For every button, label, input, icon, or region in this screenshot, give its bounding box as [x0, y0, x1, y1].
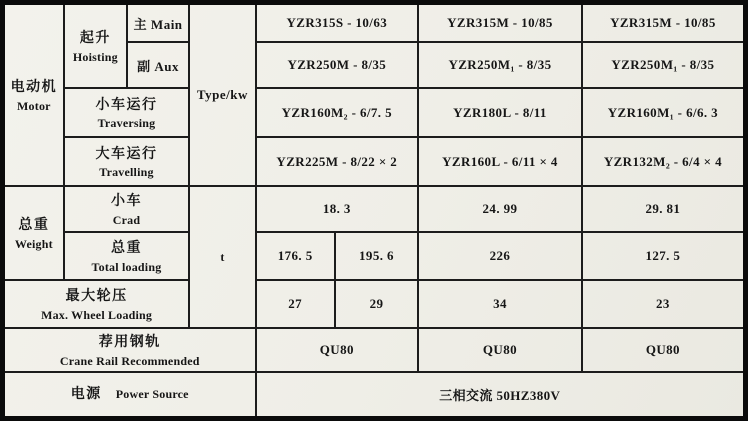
cell-total-loading-col2 [418, 232, 582, 280]
cell-crab-weight-col3 [582, 186, 746, 232]
cell-max-wheel-col3 [582, 280, 746, 328]
max-wheel-value-3: 23 [655, 296, 670, 312]
cell-total-loading-col3 [582, 232, 746, 280]
rail-value-2: QU80 [482, 342, 518, 358]
main-hoist-label: 主 Main [133, 16, 183, 32]
traversing-header [64, 88, 190, 137]
main-hoist-header [127, 3, 189, 43]
crab-label-zh: 小车 [110, 194, 142, 210]
cell-hoist-main-col3 [582, 3, 746, 43]
cell-max-wheel-col2 [418, 280, 582, 328]
rail-value-1: QU80 [319, 342, 354, 358]
crab-weight-value-1: 18. 3 [322, 201, 351, 217]
traversing-value-2: YZR180L - 8/11 [453, 104, 547, 120]
travelling-value-2: YZR160L - 6/11 × 4 [442, 153, 558, 169]
hoist-main-value-3: YZR315M - 10/85 [610, 15, 716, 31]
row-total-loading [3, 232, 746, 280]
cell-hoist-aux-col1 [256, 42, 419, 88]
rail-label-en: Crane Rail Recommended [59, 353, 200, 368]
row-hoist-main [3, 3, 746, 43]
crab-weight-value-3: 29. 81 [645, 201, 681, 217]
cell-hoist-main-col1 [256, 3, 419, 43]
max-wheel-label-en: Max. Wheel Loading [41, 307, 153, 322]
hoisting-label-zh: 起升 [79, 30, 111, 46]
total-loading-value-3: 127. 5 [645, 248, 681, 264]
cell-rail-col2 [418, 328, 582, 372]
total-loading-label-en: Total loading [91, 259, 162, 274]
power-label-zh: 电源 [70, 386, 102, 402]
unit-tonnes-cell [189, 186, 255, 328]
power-value: 三相交流 50HZ380V [439, 388, 561, 404]
rail-header [3, 328, 256, 372]
aux-hoist-header [127, 42, 189, 88]
hoisting-header [64, 3, 127, 89]
total-loading-header [64, 232, 190, 280]
rail-label-zh: 荐用钢轨 [98, 335, 161, 351]
hoist-main-value-2: YZR315M - 10/85 [447, 15, 553, 31]
hoist-aux-value-1: YZR250M - 8/35 [287, 57, 387, 73]
cell-total-loading-col1b [335, 232, 418, 280]
cell-rail-col3 [582, 328, 746, 372]
weight-section-header [3, 186, 64, 280]
weight-label-en: Weight [14, 236, 53, 251]
motor-section-header [3, 3, 64, 187]
cell-travelling-col3 [582, 137, 746, 186]
row-traversing [3, 88, 746, 137]
row-rail [3, 328, 746, 372]
cell-power-value [256, 372, 746, 418]
power-label-en: Power Source [115, 386, 189, 401]
aux-hoist-label: 副 Aux [137, 58, 180, 74]
type-kw-header [189, 3, 255, 187]
travelling-label-en: Travelling [99, 165, 154, 180]
max-wheel-value-1b: 29 [369, 296, 384, 312]
travelling-header [64, 137, 190, 186]
cell-crab-weight-col1 [256, 186, 419, 232]
cell-hoist-main-col2 [418, 3, 582, 43]
max-wheel-value-2: 34 [493, 296, 507, 312]
crab-weight-value-2: 24. 99 [482, 201, 518, 217]
row-travelling [3, 137, 746, 186]
hoist-main-value-1: YZR315S - 10/63 [286, 15, 388, 31]
cell-hoist-aux-col3 [582, 42, 746, 88]
total-loading-label-zh: 总重 [110, 241, 142, 257]
max-wheel-header [3, 280, 190, 328]
cell-traversing-col2 [418, 88, 582, 137]
rail-value-3: QU80 [645, 342, 680, 358]
traversing-label-en: Traversing [97, 116, 156, 131]
type-kw-label: Type/kw [196, 87, 248, 103]
crab-header [64, 186, 190, 232]
row-crab-weight [3, 186, 746, 232]
motor-label-en: Motor [17, 98, 51, 113]
cell-travelling-col1 [256, 137, 419, 186]
cell-hoist-aux-col2 [418, 42, 582, 88]
travelling-value-3: YZR132M₂ - 6/4 × 4 [603, 153, 722, 169]
cell-traversing-col1 [256, 88, 419, 137]
cell-max-wheel-col1b [335, 280, 418, 328]
max-wheel-value-1a: 27 [288, 296, 303, 312]
hoist-aux-value-2: YZR250M₁ - 8/35 [448, 57, 552, 73]
total-loading-value-1a: 176. 5 [277, 248, 313, 264]
row-max-wheel [3, 280, 746, 328]
cell-crab-weight-col2 [418, 186, 582, 232]
hoisting-label-en: Hoisting [72, 49, 118, 64]
crab-label-en: Crad [112, 212, 141, 227]
cell-max-wheel-col1a [256, 280, 335, 328]
motor-label-zh: 电动机 [10, 79, 58, 95]
cell-total-loading-col1a [256, 232, 335, 280]
traversing-label-zh: 小车运行 [95, 97, 158, 113]
total-loading-value-1b: 195. 6 [359, 248, 394, 264]
cell-travelling-col2 [418, 137, 582, 186]
cell-traversing-col3 [582, 88, 746, 137]
unit-tonnes-label: t [220, 249, 225, 264]
hoist-aux-value-3: YZR250M₁ - 8/35 [611, 57, 715, 73]
cell-rail-col1 [256, 328, 419, 372]
traversing-value-1: YZR160M₂ - 6/7. 5 [281, 104, 392, 120]
max-wheel-label-zh: 最大轮压 [65, 289, 128, 305]
travelling-value-1: YZR225M - 8/22 × 2 [276, 153, 398, 169]
power-header [3, 372, 256, 418]
row-power [3, 372, 746, 418]
travelling-label-zh: 大车运行 [95, 146, 158, 162]
total-loading-value-2: 226 [489, 248, 511, 264]
traversing-value-3: YZR160M₁ - 6/6. 3 [607, 104, 719, 120]
weight-label-zh: 总重 [18, 218, 50, 234]
